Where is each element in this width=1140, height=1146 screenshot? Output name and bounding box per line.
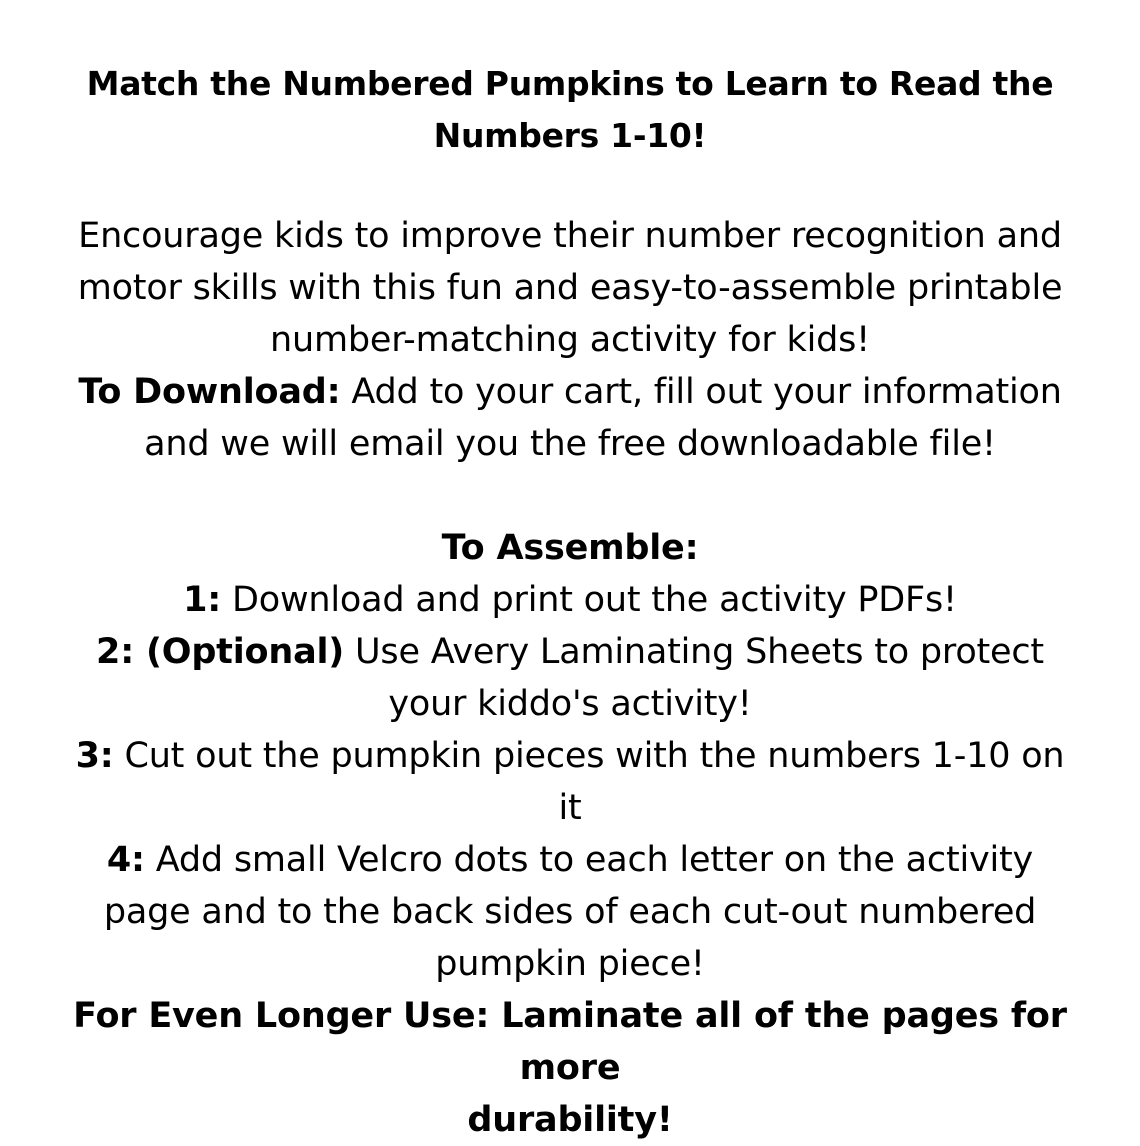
step-4-label: 4: [106, 840, 145, 880]
intro-line-3: number-matching activity for kids! [270, 320, 870, 360]
step-2-line-1: Use Avery Laminating Sheets to protect [344, 632, 1044, 672]
assemble-heading: To Assemble: [441, 528, 699, 568]
longer-use-line-2: durability! [467, 1100, 673, 1140]
title-line-1: Match the Numbered Pumpkins to Learn to Read the [86, 64, 1054, 103]
step-3-label: 3: [75, 736, 114, 776]
step-4-line-3: pumpkin piece! [435, 944, 705, 984]
intro-line-1: Encourage kids to improve their number recognition and [78, 216, 1062, 256]
download-text-line-1: Add to your cart, fill out your information [340, 372, 1062, 412]
title-line-2: Numbers 1-10! [433, 116, 707, 155]
longer-use-line-1: For Even Longer Use: Laminate all of the pages for more [73, 996, 1067, 1088]
step-1-line-1: Download and print out the activity PDFs! [221, 580, 957, 620]
step-2-line-2: your kiddo's activity! [388, 684, 752, 724]
step-4-line-2: page and to the back sides of each cut-out numbered [103, 892, 1037, 932]
download-text-line-2: and we will email you the free downloadable file! [144, 424, 996, 464]
step-1 [50, 574, 1090, 626]
page-title [60, 58, 1080, 162]
step-3 [50, 730, 1090, 834]
step-3-line-2: it [558, 788, 582, 828]
intro-line-2: motor skills with this fun and easy-to-assemble printable [77, 268, 1063, 308]
download-label: To Download: [78, 372, 341, 412]
step-1-label: 1: [183, 580, 222, 620]
step-2-label: 2: (Optional) [96, 632, 345, 672]
download-paragraph [50, 366, 1090, 470]
body-text [50, 210, 1090, 1146]
step-2 [50, 626, 1090, 730]
longer-use-note [50, 990, 1090, 1146]
step-3-line-1: Cut out the pumpkin pieces with the numbers 1-10 on [113, 736, 1065, 776]
intro-paragraph [50, 210, 1090, 366]
step-4-line-1: Add small Velcro dots to each letter on the activity [144, 840, 1034, 880]
spacer [50, 470, 1090, 522]
step-4 [50, 834, 1090, 990]
